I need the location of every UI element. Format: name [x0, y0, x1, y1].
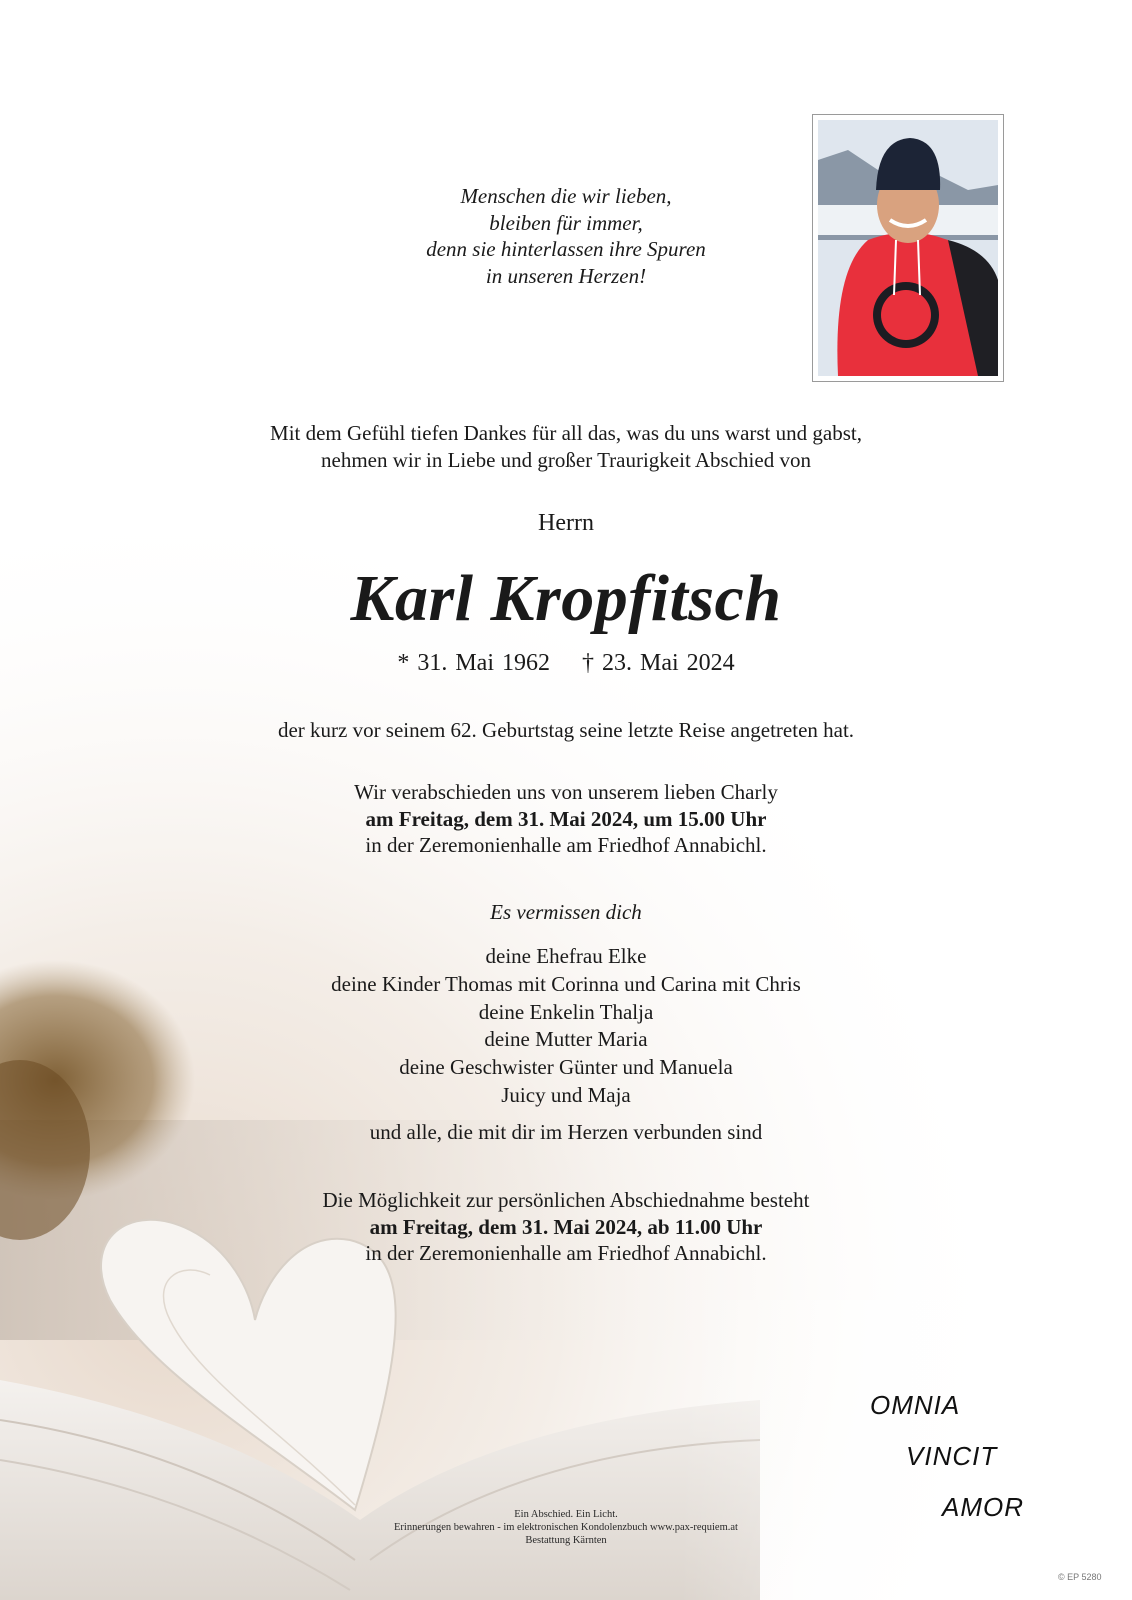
birth-date: * 31. Mai 1962 [397, 650, 550, 676]
age-text: der kurz vor seinem 62. Geburtstag seine letzte Reise angetreten hat. [277, 718, 855, 742]
ceremony-location: in der Zeremonienhalle am Friedhof Annabichl. [365, 833, 767, 857]
intro-text [0, 420, 1132, 474]
viewing-datetime: am Freitag, dem 31. Mai 2024, ab 11.00 Uhr [369, 1214, 763, 1239]
intro-line: Mit dem Gefühl tiefen Dankes für all das, was du uns warst und gabst, [270, 421, 862, 445]
latin-motto-word: AMOR [942, 1492, 1024, 1522]
ceremony-line: Wir verabschieden uns von unserem lieben Charly [354, 780, 778, 804]
life-dates [0, 650, 1132, 677]
footer-link-text: Erinnerungen bewahren - im elektronischen Kondolenzbuch www.pax-requiem.at [394, 1522, 738, 1533]
footer-line: Ein Abschied. Ein Licht. [514, 1509, 618, 1520]
latin-motto-word: OMNIA [870, 1390, 961, 1420]
viewing-info [0, 1187, 1132, 1267]
mourner-line: deine Mutter Maria [484, 1027, 648, 1052]
print-code: © EP 5280 [1058, 1572, 1102, 1582]
footer-line: Bestattung Kärnten [525, 1535, 607, 1546]
mourner-line: Juicy und Maja [501, 1082, 631, 1107]
motto-line: Menschen die wir lieben, [460, 184, 672, 208]
portrait-photo [812, 114, 1004, 382]
mourner-line: deine Kinder Thomas mit Corinna und Carina mit Chris [331, 971, 801, 996]
ceremony-info [0, 779, 1132, 859]
kac-logo-inner [881, 290, 931, 340]
motto-line: in unseren Herzen! [485, 263, 647, 288]
mourner-line: deine Enkelin Thalja [478, 999, 654, 1024]
salutation: Herrn [538, 510, 594, 536]
deceased-name: Karl Kropfitsch [350, 562, 782, 635]
mourner-line: deine Geschwister Günter und Manuela [399, 1055, 733, 1080]
mourners-list [0, 943, 1132, 1110]
mourner-line: deine Ehefrau Elke [485, 944, 647, 968]
motto-line: denn sie hinterlassen ihre Spuren [426, 237, 706, 261]
death-date: † 23. Mai 2024 [582, 650, 735, 676]
mourners-closing: und alle, die mit dir im Herzen verbunden sind [369, 1120, 763, 1144]
latin-motto-word: VINCIT [906, 1441, 998, 1471]
footer [0, 1508, 1132, 1547]
motto-line: bleiben für immer, [489, 210, 643, 235]
viewing-line: Die Möglichkeit zur persönlichen Abschiednahme besteht [322, 1188, 810, 1212]
intro-line: nehmen wir in Liebe und großer Traurigkeit Abschied von [321, 448, 811, 472]
viewing-location: in der Zeremonienhalle am Friedhof Annabichl. [365, 1241, 767, 1265]
ceremony-datetime: am Freitag, dem 31. Mai 2024, um 15.00 Uhr [365, 806, 767, 831]
mourners-title: Es vermissen dich [490, 900, 642, 924]
portrait-image [818, 120, 998, 376]
